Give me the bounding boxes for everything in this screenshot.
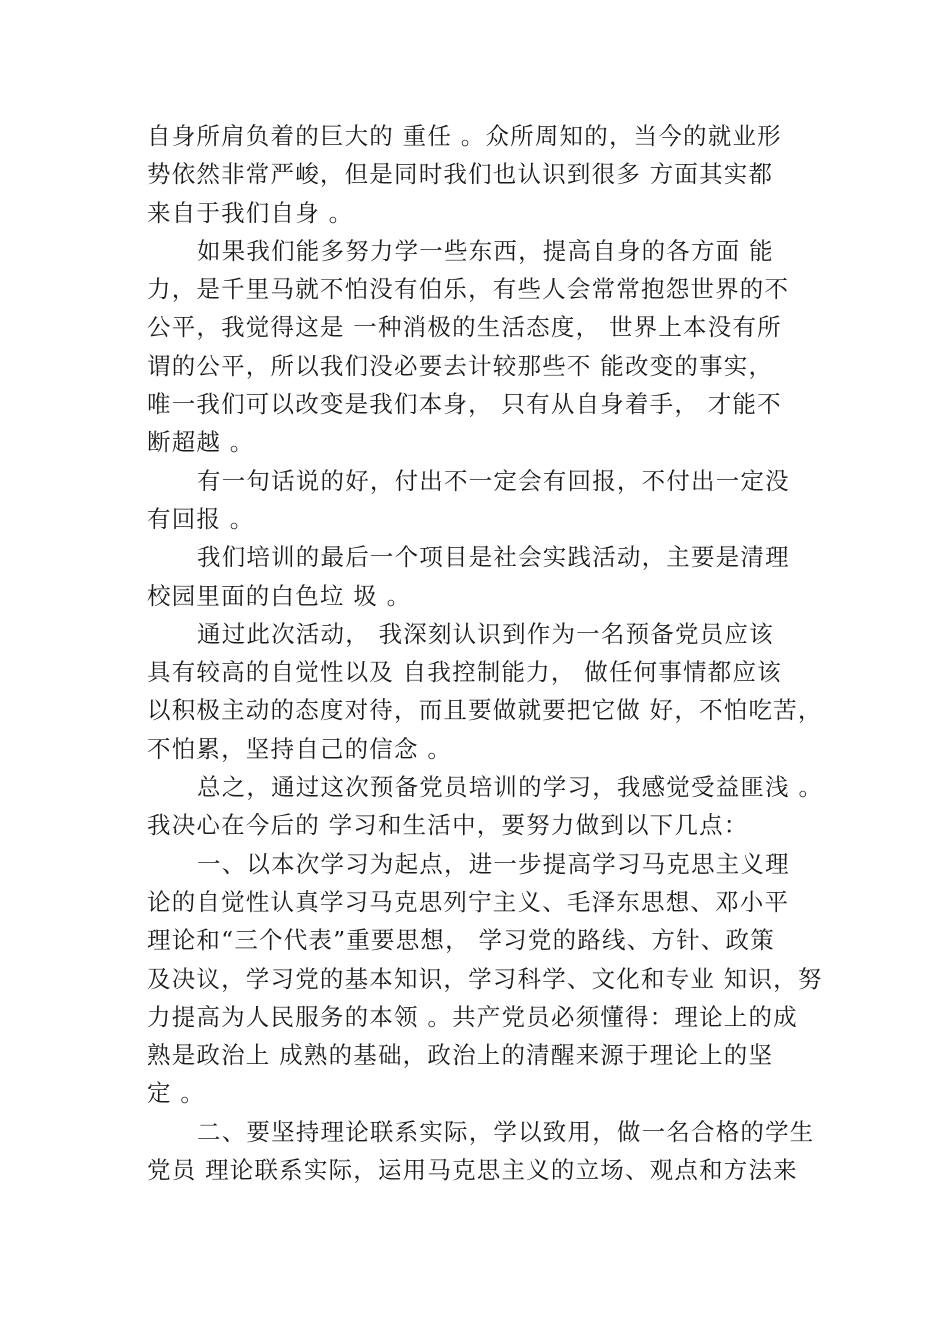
text-line: 一、以本次学习为起点，进一步提高学习马克思主义理 bbox=[197, 849, 790, 878]
text-line: 力提高为人民服务的本领 。共产党员必须懂得：理论上的成 bbox=[147, 1002, 798, 1031]
text-line: 唯一我们可以改变是我们本身， 只有从自身着手， 才能不 bbox=[147, 390, 782, 419]
document-body bbox=[147, 117, 824, 1189]
text-line: 我们培训的最后一个项目是社会实践活动，主要是清理 bbox=[197, 543, 790, 572]
text-line: 定 。 bbox=[147, 1079, 206, 1108]
text-line: 公平，我觉得这是 一种消极的生活态度， 世界上本没有所 bbox=[147, 313, 782, 342]
text-line: 有一句话说的好，付出不一定会有回报，不付出一定没 bbox=[197, 466, 790, 495]
text-line: 党员 理论联系实际，运用马克思主义的立场、观点和方法来 bbox=[147, 1156, 798, 1185]
text-line: 有回报 。 bbox=[147, 504, 255, 533]
text-line: 及决议，学习党的基本知识，学习科学、文化和专业 知识，努 bbox=[147, 964, 823, 993]
text-line: 熟是政治上 成熟的基础，政治上的清醒来源于理论上的坚 bbox=[147, 1041, 774, 1070]
text-line: 二、要坚持理论联系实际，学以致用，做一名合格的学生 bbox=[197, 1117, 815, 1146]
text-line: 论的自觉性认真学习马克思列宁主义、毛泽东思想、邓小平 bbox=[147, 887, 790, 916]
text-line: 以积极主动的态度对待，而且要做就要把它做 好，不怕吃苦， bbox=[147, 696, 823, 725]
text-line: 不怕累，坚持自己的信念 。 bbox=[147, 734, 453, 763]
text-line: 校园里面的白色垃 圾 。 bbox=[147, 581, 412, 610]
text-line: 具有较高的自觉性以及 自我控制能力， 做任何事情都应该 bbox=[147, 658, 782, 687]
text-line: 我决心在今后的 学习和生活中，要努力做到以下几点： bbox=[147, 811, 749, 840]
text-line: 通过此次活动， 我深刻认识到作为一名预备党员应该 bbox=[197, 619, 774, 648]
text-line: 总之，通过这次预备党员培训的学习，我感觉受益匪浅 。 bbox=[197, 773, 824, 802]
text-line: 自身所肩负着的巨大的 重任 。众所周知的，当今的就业形 bbox=[147, 122, 782, 150]
text-line: 力，是千里马就不怕没有伯乐，有些人会常常抱怨世界的不 bbox=[147, 275, 790, 304]
text-line: 谓的公平，所以我们没必要去计较那些不 能改变的事实， bbox=[147, 351, 774, 380]
text-line: 如果我们能多努力学一些东西，提高自身的各方面 能 bbox=[197, 236, 774, 265]
text-line: 来自于我们自身 。 bbox=[147, 198, 354, 227]
text-line: 断超越 。 bbox=[147, 428, 255, 457]
text-line: 理论和“三个代表”重要思想， 学习党的路线、方针、政策 bbox=[147, 926, 775, 955]
text-line: 势依然非常严峻，但是同时我们也认识到很多 方面其实都 bbox=[147, 160, 774, 189]
